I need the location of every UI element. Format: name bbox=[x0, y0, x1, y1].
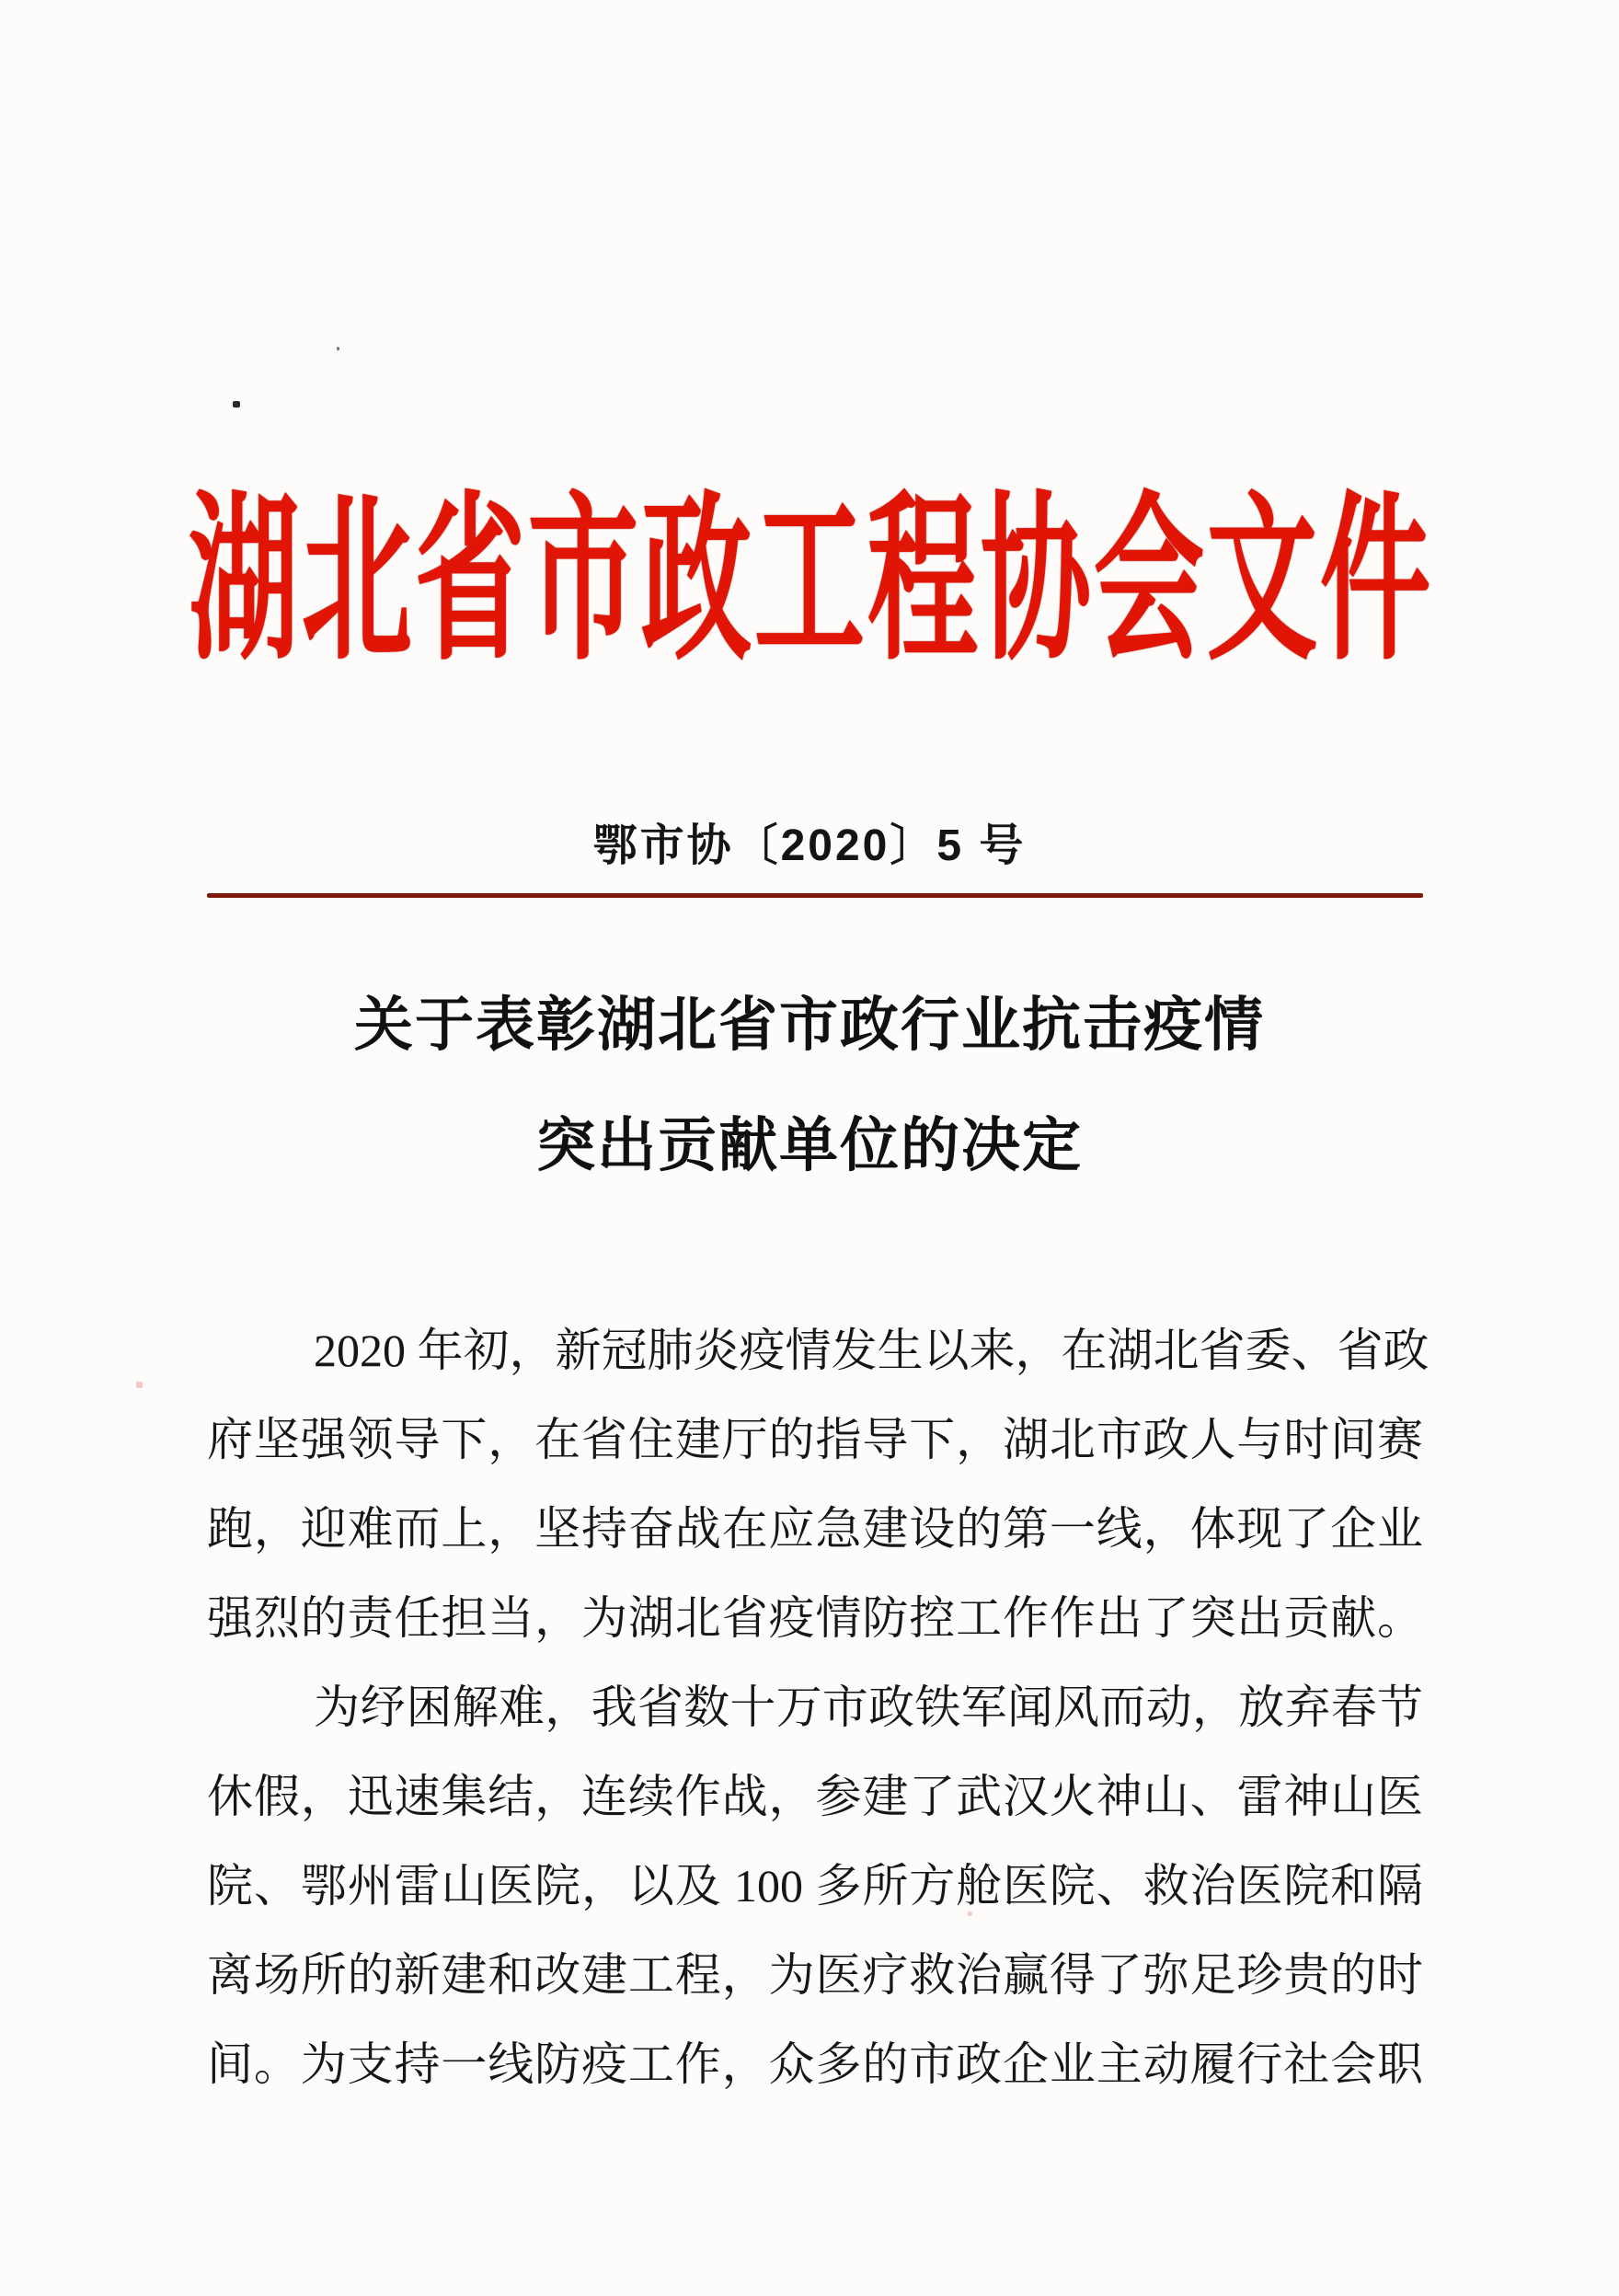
red-divider-line bbox=[207, 893, 1423, 898]
body-line: 离场所的新建和改建工程，为医疗救治赢得了弥足珍贵的时 bbox=[207, 1949, 1423, 2001]
body-line: 跑，迎难而上，坚持奋战在应急建设的第一线，体现了企业 bbox=[207, 1503, 1423, 1555]
body-line: 院、鄂州雷山医院，以及 100 多所方舱医院、救治医院和隔 bbox=[207, 1860, 1423, 1911]
document-title-line1: 关于表彰湖北省市政行业抗击疫情 bbox=[354, 992, 1265, 1058]
body-line: 为纾困解难，我省数十万市政铁军闻风而动，放弃春节 bbox=[314, 1682, 1423, 1733]
body-line: 间。为支持一线防疫工作，众多的市政企业主动履行社会职 bbox=[207, 2038, 1423, 2090]
red-header-org-title: 湖北省市政工程协会文件 bbox=[189, 481, 1430, 682]
body-line: 强烈的责任担当，为湖北省疫情防控工作作出了突出贡献。 bbox=[207, 1592, 1423, 1644]
scan-speck bbox=[233, 401, 240, 408]
body-line: 休假，迅速集结，连续作战，参建了武汉火神山、雷神山医 bbox=[207, 1771, 1423, 1822]
document-body bbox=[207, 1306, 1430, 2109]
body-line: 2020 年初，新冠肺炎疫情发生以来，在湖北省委、省政 bbox=[314, 1325, 1430, 1376]
scan-speck bbox=[337, 347, 339, 350]
document-title-line2: 突出贡献单位的决定 bbox=[536, 1112, 1083, 1178]
body-line: 府坚强领导下，在省住建厅的指导下，湖北市政人与时间赛 bbox=[207, 1414, 1423, 1465]
document-number: 鄂市协〔2020〕5 号 bbox=[592, 821, 1027, 870]
scan-speck bbox=[136, 1382, 143, 1388]
